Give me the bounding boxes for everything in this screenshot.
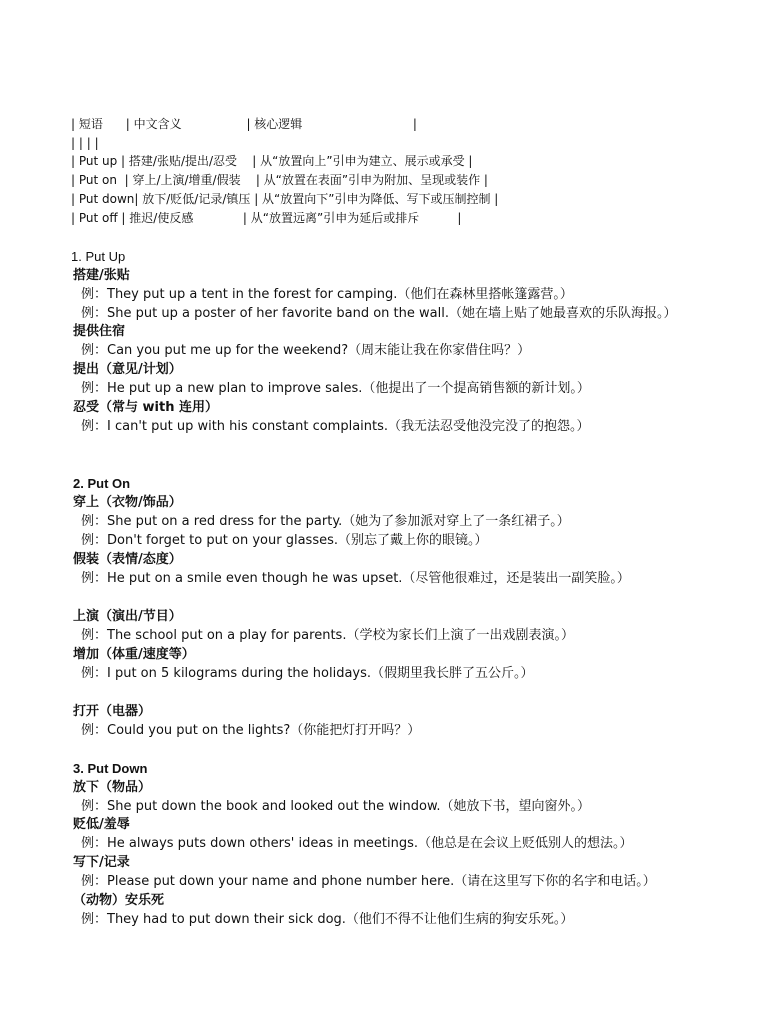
example-sentence: 例：He put on a smile even though he was upset.（尽管他很难过，还是装出一副笑脸。） (81, 571, 630, 586)
sense-label: 打开（电器） (73, 704, 152, 719)
sense-label: 放下（物品） (73, 780, 152, 795)
example-sentence: 例：She put up a poster of her favorite band on the wall.（她在墙上贴了她最喜欢的乐队海报。） (81, 306, 677, 321)
section-title-put-up: 1. Put Up (71, 249, 126, 264)
example-sentence: 例：Could you put on the lights?（你能把灯打开吗？） (81, 723, 421, 738)
example-sentence: 例：The school put on a play for parents.（学校为家长们上演了一出戏剧表演。） (81, 628, 574, 643)
table-row-put-down: | Put down| 放下/贬低/记录/镇压 | 从“放置向下”引申为降低、写下或压制控制 | (71, 192, 499, 206)
example-sentence: 例：He put up a new plan to improve sales.（他提出了一个提高销售额的新计划。） (81, 381, 590, 396)
sense-label: 提供住宿 (73, 324, 126, 339)
table-row-put-up: | Put up | 搭建/张贴/提出/忍受 | 从“放置向上”引申为建立、展示或承受 | (71, 154, 473, 168)
example-sentence: 例：Can you put me up for the weekend?（周末能让我在你家借住吗？） (81, 343, 531, 358)
example-sentence: 例：They had to put down their sick dog.（他们不得不让他们生病的狗安乐死。） (81, 912, 574, 927)
example-sentence: 例：Don't forget to put on your glasses.（别忘了戴上你的眼镜。） (81, 533, 488, 548)
sense-label: 增加（体重/速度等） (73, 647, 195, 662)
example-sentence: 例：She put down the book and looked out the window.（她放下书，望向窗外。） (81, 799, 591, 814)
sense-label: 穿上（衣物/饰品） (73, 495, 182, 510)
example-sentence: 例：Please put down your name and phone number here.（请在这里写下你的名字和电话。） (81, 874, 656, 889)
example-sentence: 例：I can't put up with his constant complaints.（我无法忍受他没完没了的抱怨。） (81, 419, 590, 434)
sense-label: 假装（表情/态度） (73, 552, 182, 567)
example-sentence: 例：She put on a red dress for the party.（她为了参加派对穿上了一条红裙子。） (81, 514, 570, 529)
table-separator-row: | | | | (71, 136, 99, 150)
section-title-put-down: 3. Put Down (73, 761, 148, 776)
table-header-row: | 短语 | 中文含义 | 核心逻辑 | (71, 117, 417, 131)
sense-label: 写下/记录 (73, 855, 130, 870)
table-row-put-off: | Put off | 推迟/使反感 | 从“放置远离”引申为延后或排斥 | (71, 211, 462, 225)
sense-label: （动物）安乐死 (73, 893, 165, 908)
table-row-put-on: | Put on | 穿上/上演/增重/假装 | 从“放置在表面”引申为附加、呈现或装作 | (71, 173, 488, 187)
sense-label: 贬低/羞辱 (73, 817, 130, 832)
sense-label: 搭建/张贴 (73, 268, 130, 283)
sense-label: 忍受（常与 with 连用） (73, 400, 218, 415)
sense-label: 提出（意见/计划） (73, 362, 182, 377)
example-sentence: 例：He always puts down others' ideas in meetings.（他总是在会议上贬低别人的想法。） (81, 836, 633, 851)
example-sentence: 例：They put up a tent in the forest for camping.（他们在森林里搭帐篷露营。） (81, 287, 573, 302)
sense-label: 上演（演出/节目） (73, 609, 182, 624)
example-sentence: 例：I put on 5 kilograms during the holidays.（假期里我长胖了五公斤。） (81, 666, 534, 681)
section-title-put-on: 2. Put On (73, 476, 131, 491)
